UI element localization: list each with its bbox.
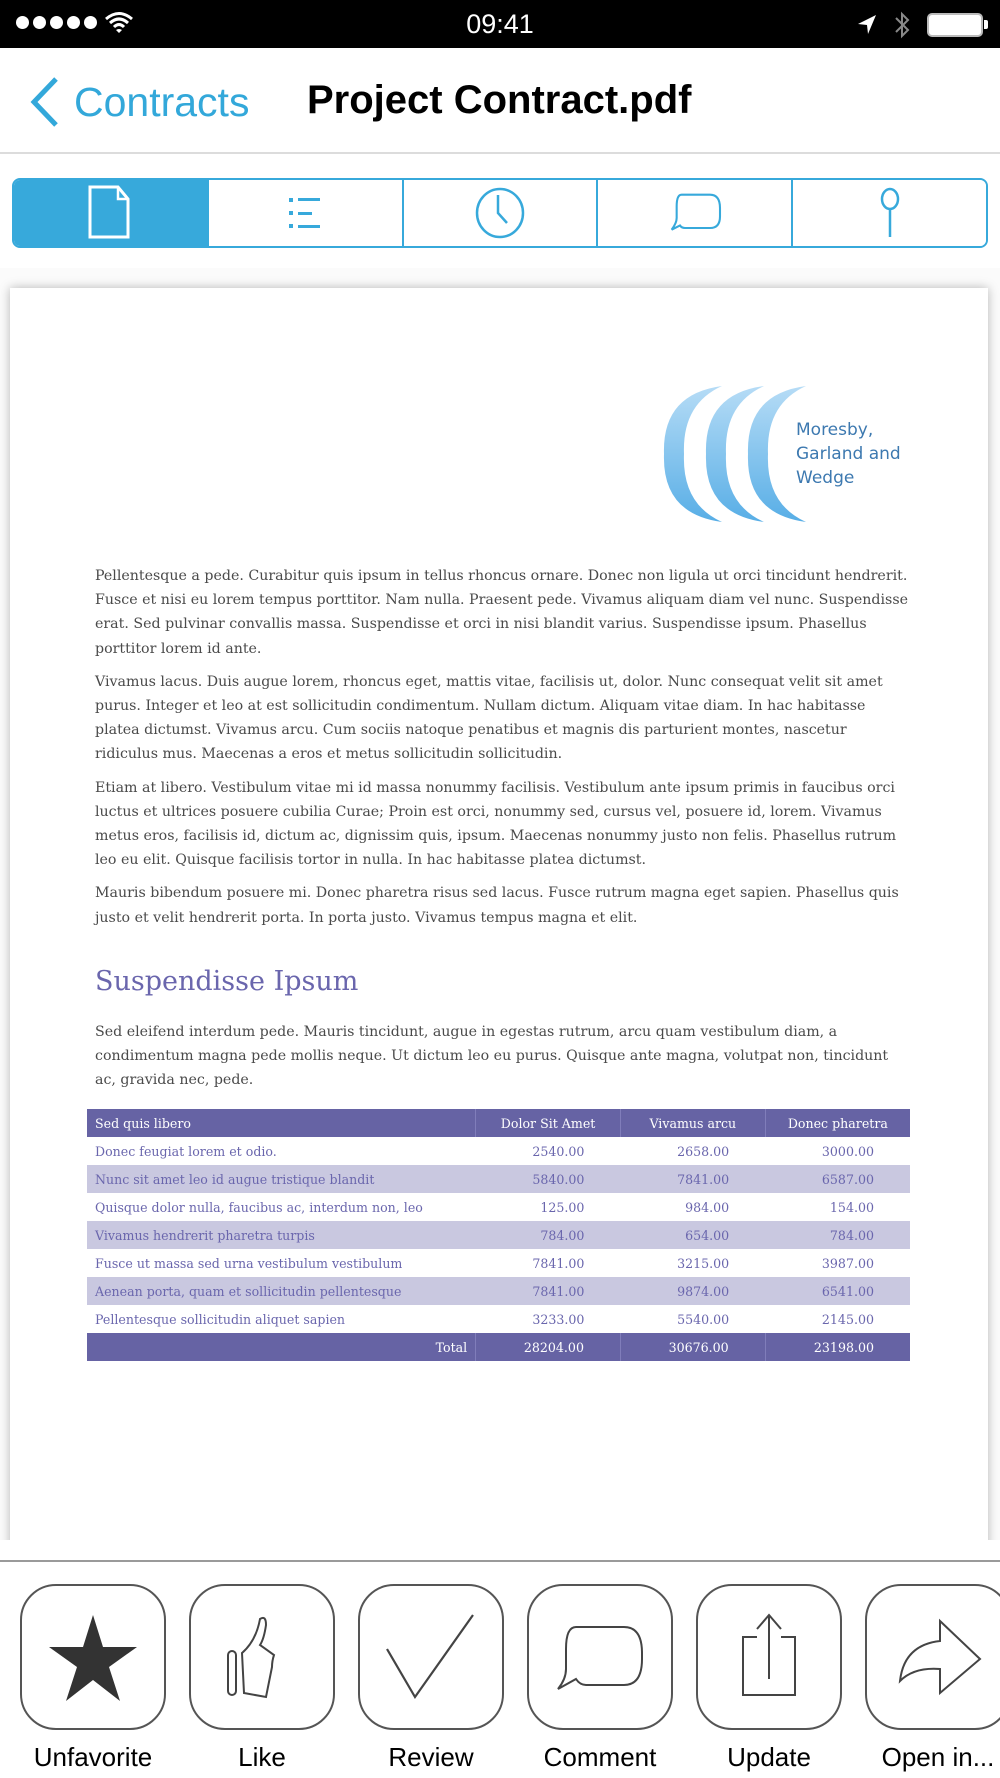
- row-label: Pellentesque sollicitudin aliquet sapien: [95, 1311, 346, 1327]
- action-label: Unfavorite: [33, 1742, 153, 1772]
- action-label: Comment: [543, 1742, 657, 1772]
- table-cell: 5840.00: [532, 1171, 585, 1187]
- table-row: [87, 1277, 910, 1305]
- section-body: [95, 1020, 911, 1102]
- update-button[interactable]: [696, 1584, 842, 1773]
- checkmark-icon: [383, 1609, 479, 1705]
- table-cell: 784.00: [540, 1227, 585, 1243]
- table-cell: 7841.00: [677, 1171, 730, 1187]
- like-button[interactable]: [189, 1584, 335, 1773]
- tab-history[interactable]: [402, 180, 597, 246]
- table-cell: 154.00: [829, 1199, 874, 1215]
- share-upload-icon: [721, 1609, 817, 1705]
- total-cell: 30676.00: [620, 1333, 765, 1361]
- status-bar: [0, 0, 1000, 48]
- paragraph: Vivamus lacus. Duis augue lorem, rhoncus eget, mattis vitae, facilisis ut, dolor. Nunc consequat velit sit amet purus. Integer et leo at est sollicitudin condimentum. Nullam dictum. Aliquam vitae diam. In hac habitasse platea dictumst. Vivamus arcu. Cum sociis natoque penatibus et magnis dis parturient montes, nascetur ridiculus mus. Maecenas a eros et metus sollicitudin sollicitudin.: [95, 673, 883, 763]
- tab-comments[interactable]: [596, 180, 791, 246]
- table-cell: 125.00: [540, 1199, 585, 1215]
- action-toolbar: [0, 1562, 1000, 1778]
- table-cell: 6541.00: [821, 1283, 874, 1299]
- table-cell: 654.00: [685, 1227, 730, 1243]
- action-label: Like: [238, 1742, 286, 1772]
- column-header: Sed quis libero: [95, 1115, 191, 1131]
- review-button[interactable]: [358, 1584, 504, 1773]
- total-cell: 28204.00: [476, 1333, 621, 1361]
- document-viewer[interactable]: [0, 268, 1000, 1540]
- open-in-button[interactable]: [865, 1584, 1000, 1773]
- section-heading: Suspendisse Ipsum: [95, 966, 359, 997]
- table-cell: 3987.00: [821, 1255, 874, 1271]
- tab-document[interactable]: [14, 180, 207, 246]
- clock-icon: [470, 185, 530, 241]
- document-body: [95, 564, 911, 939]
- row-label: Quisque dolor nulla, faucibus ac, interdum non, leo: [95, 1199, 423, 1215]
- logo-line: Wedge: [796, 468, 855, 488]
- table-cell: 2540.00: [532, 1143, 585, 1159]
- table-row: [87, 1249, 910, 1277]
- comment-button[interactable]: [527, 1584, 673, 1773]
- status-time: 09:41: [466, 9, 534, 39]
- table-cell: 7841.00: [532, 1255, 585, 1271]
- row-label: Vivamus hendrerit pharetra turpis: [95, 1227, 315, 1243]
- table-cell: 2145.00: [821, 1311, 874, 1327]
- battery-icon: [927, 13, 983, 37]
- table-row: [87, 1305, 910, 1333]
- navigation-bar: [0, 48, 1000, 154]
- table-cell: 5540.00: [677, 1311, 730, 1327]
- speech-bubble-icon: [665, 185, 725, 241]
- star-icon: [45, 1609, 141, 1705]
- view-mode-tabs: [12, 178, 988, 248]
- total-label: Total: [435, 1339, 468, 1355]
- table-header-row: [87, 1109, 910, 1137]
- forward-arrow-icon: [890, 1609, 986, 1705]
- total-cell: 23198.00: [765, 1333, 910, 1361]
- page-title: Project Contract.pdf: [307, 78, 692, 122]
- chevron-left-icon: [28, 76, 60, 128]
- table-cell: 7841.00: [532, 1283, 585, 1299]
- battery-tip: [984, 20, 988, 29]
- table-cell: 3000.00: [821, 1143, 874, 1159]
- unfavorite-button[interactable]: [20, 1584, 166, 1773]
- table-row: [87, 1221, 910, 1249]
- tab-pins[interactable]: [791, 180, 986, 246]
- data-table: [87, 1109, 910, 1361]
- pin-icon: [860, 185, 920, 241]
- company-logo-text: [796, 418, 901, 490]
- back-label: Contracts: [74, 78, 250, 125]
- action-label: Open in...: [881, 1742, 995, 1772]
- list-icon: [275, 185, 335, 241]
- table-row: [87, 1193, 910, 1221]
- table-cell: 784.00: [829, 1227, 874, 1243]
- table-cell: 3233.00: [532, 1311, 585, 1327]
- logo-line: Moresby,: [796, 420, 874, 440]
- column-header: Vivamus arcu: [620, 1109, 765, 1137]
- table-cell: 984.00: [685, 1199, 730, 1215]
- table-total-row: [87, 1333, 910, 1361]
- speech-bubble-icon: [552, 1609, 648, 1705]
- location-arrow-icon: [856, 12, 878, 36]
- action-label: Update: [727, 1742, 811, 1772]
- row-label: Donec feugiat lorem et odio.: [95, 1143, 277, 1159]
- column-header: Dolor Sit Amet: [476, 1109, 621, 1137]
- tab-outline[interactable]: [207, 180, 402, 246]
- paragraph: Mauris bibendum posuere mi. Donec pharetra risus sed lacus. Fusce rutrum magna eget sapien. Phasellus quis justo et velit hendrerit porta. In porta justo. Vivamus tempus magna et elit.: [95, 885, 899, 926]
- row-label: Fusce ut massa sed urna vestibulum vestibulum: [95, 1255, 403, 1271]
- logo-line: Garland and: [796, 444, 901, 464]
- table-cell: 9874.00: [677, 1283, 730, 1299]
- thumbs-up-icon: [214, 1609, 310, 1705]
- table-cell: 3215.00: [677, 1255, 730, 1271]
- paragraph: Sed eleifend interdum pede. Mauris tincidunt, augue in egestas rutrum, arcu quam vestibulum diam, a condimentum magna pede mollis neque. Ut dictum leo eu purus. Quisque ante magna, volutpat non, tincidunt ac, gravida nec, pede.: [95, 1024, 889, 1089]
- bluetooth-icon: [892, 10, 912, 40]
- row-label: Aenean porta, quam et sollicitudin pellentesque: [95, 1283, 402, 1299]
- table-row: [87, 1165, 910, 1193]
- table-row: [87, 1137, 910, 1165]
- column-header: Donec pharetra: [765, 1109, 910, 1137]
- table-cell: 2658.00: [677, 1143, 730, 1159]
- back-button[interactable]: [28, 76, 249, 128]
- paragraph: Etiam at libero. Vestibulum vitae mi id massa nonummy facilisis. Vestibulum ante ipsum primis in faucibus orci luctus et ultrices posuere cubilia Curae; Proin est orci, nonummy sed, cursus vel, posuere id, lorem. Vivamus metus eros, facilisis id, dictum ac, dignissim quis, ipsum. Maecenas nonummy justo non felis. Phasellus rutrum leo eu elit. Quisque facilisis tortor in nulla. In hac habitasse platea dictumst.: [95, 779, 897, 869]
- row-label: Nunc sit amet leo id augue tristique blandit: [95, 1171, 375, 1187]
- paragraph: Pellentesque a pede. Curabitur quis ipsum in tellus rhoncus ornare. Donec non ligula ut orci tincidunt hendrerit. Fusce et nisi eu lorem tempus porttitor. Nam nulla. Praesent pede. Vivamus aliquam diam vel nunc. Suspendisse erat. Sed pulvinar convallis massa. Suspendisse et orci in nisi blandit varius. Suspendisse ipsum. Phasellus porttitor lorem id ante.: [95, 568, 908, 657]
- table-cell: 6587.00: [821, 1171, 874, 1187]
- action-label: Review: [388, 1742, 474, 1772]
- document-icon: [80, 185, 140, 241]
- table-body: [87, 1137, 910, 1333]
